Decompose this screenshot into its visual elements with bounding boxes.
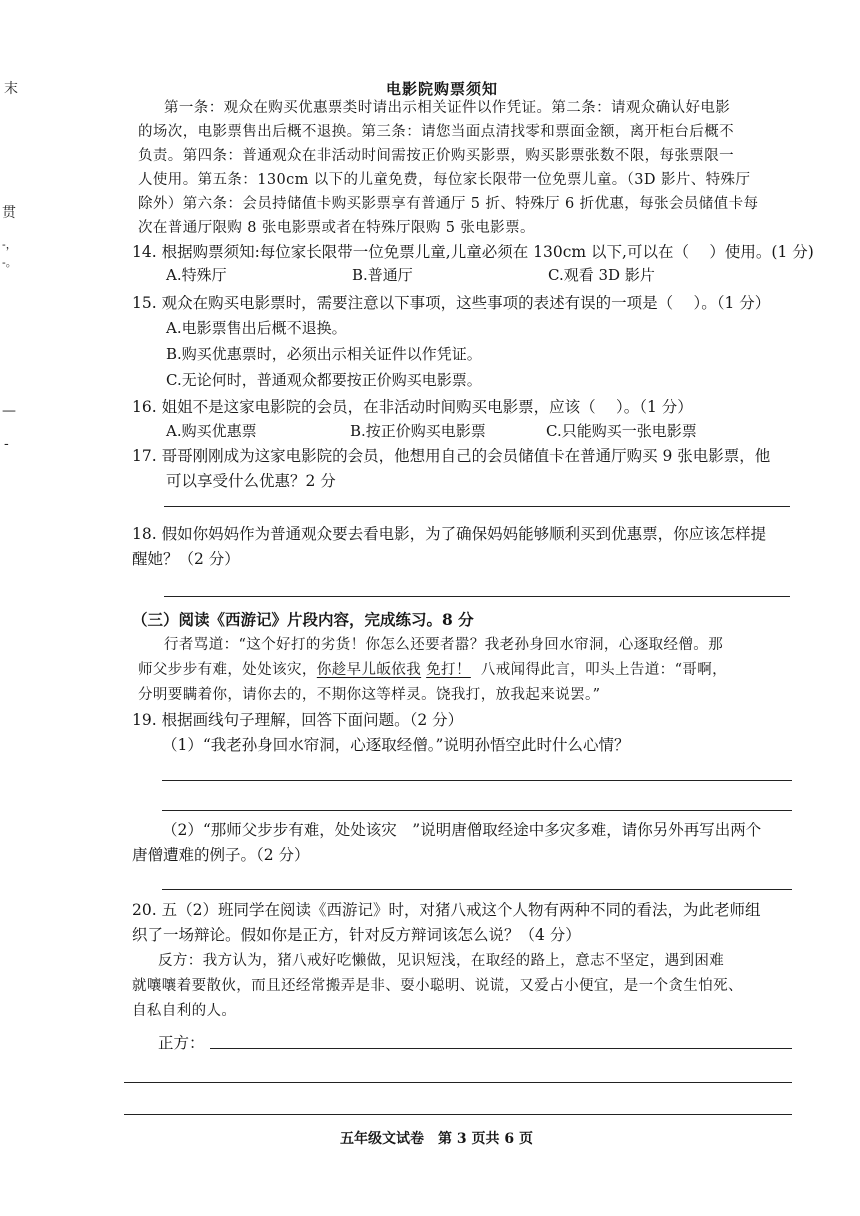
notice-line: 负责。第四条：普通观众在非活动时间需按正价购买影票，购买影票张数不限，每张票限一 (138, 148, 734, 164)
margin-mark: 贯 (2, 205, 16, 221)
margin-mark: -。 (2, 256, 17, 269)
option-a: A.电影票售出后概不退换。 (166, 319, 347, 337)
question-17-cont: 可以享受什么优惠？2 分 (166, 472, 336, 490)
answer-line[interactable] (162, 780, 792, 781)
question-16: 16. 姐姐不是这家电影院的会员，在非活动时间购买电影票，应该（ ）。（1 分） (132, 398, 693, 416)
notice-line: 次在普通厅限购 8 张电影票或者在特殊厅限购 5 张电影票。 (138, 220, 535, 236)
question-20: 20. 五（2）班同学在阅读《西游记》时，对猪八戒这个人物有两种不同的看法，为此老师组 (132, 901, 761, 919)
con-argument: 就嚷嚷着要散伙，而且还经常搬弄是非、耍小聪明、说谎，又爱占小便宜，是一个贪生怕死、 (132, 978, 743, 994)
question-20-cont: 织了一场辩论。假如你是正方，针对反方辩词该怎么说？（4 分） (132, 926, 581, 944)
answer-line[interactable] (162, 810, 792, 811)
margin-mark: 末 (4, 81, 18, 97)
question-14: 14. 根据购票须知:每位家长限带一位免票儿童,儿童必须在 130cm 以下,可以在（ ）使用。(1 分) (132, 243, 814, 261)
option-b: B.购买优惠票时，必须出示相关证件以作凭证。 (166, 345, 482, 363)
con-argument: 自私自利的人。 (132, 1003, 237, 1019)
margin-mark: — (2, 403, 16, 419)
option-b: B.按正价购买电影票 (350, 422, 486, 440)
answer-line[interactable] (162, 889, 792, 890)
question-19: 19. 根据画线句子理解，回答下面问题。（2 分） (132, 711, 464, 729)
question-19-1: （1）“我老孙身回水帘洞，心逐取经僧。”说明孙悟空此时什么心情？ (162, 736, 630, 754)
margin-mark: - (4, 436, 9, 452)
question-19-2-cont: 唐僧遭难的例子。（2 分） (132, 846, 310, 864)
con-argument: 反方：我方认为，猪八戒好吃懒做，见识短浅，在取经的路上，意志不坚定，遇到困难 (158, 953, 725, 969)
option-c: C.无论何时，普通观众都要按正价购买电影票。 (166, 371, 482, 389)
answer-line[interactable] (164, 596, 790, 597)
notice-title: 电影院购票须知 (386, 80, 499, 98)
option-a: A.特殊厅 (166, 266, 227, 284)
passage-text: 师父步步有难，处处该灾， (138, 662, 317, 678)
answer-line[interactable] (210, 1048, 792, 1049)
answer-line[interactable] (124, 1082, 792, 1083)
question-18-cont: 醒她？（2 分） (132, 550, 240, 568)
question-17: 17. 哥哥刚刚成为这家电影院的会员，他想用自己的会员储值卡在普通厅购买 9 张电影票，他 (132, 447, 771, 465)
margin-mark: -， (2, 238, 17, 251)
option-a: A.购买优惠票 (166, 422, 257, 440)
notice-line: 第一条：观众在购买优惠票类时请出示相关证件以作凭证。第二条：请观众确认好电影 (164, 100, 731, 116)
page-footer: 五年级文试卷 第 3 页共 6 页 (340, 1131, 533, 1147)
passage-line: 行者骂道：“这个好打的劣货！你怎么还要者嚣？我老孙身回水帘洞，心逐取经僧。那 (164, 637, 724, 653)
passage-line: 分明要瞒着你，请你去的，不期你这等样灵。饶我打，放我起来说罢。” (138, 687, 601, 703)
underlined-sentence: 免打！ (426, 662, 471, 678)
notice-line: 除外）第六条：会员持储值卡购买影票享有普通厅 5 折、特殊厅 6 折优惠，每张会员储值卡每 (138, 196, 759, 212)
passage-text: 八戒闻得此言，叩头上告道：“哥啊， (480, 662, 728, 678)
option-c: C.只能购买一张电影票 (546, 422, 697, 440)
option-b: B.普通厅 (352, 266, 413, 284)
passage-line (138, 658, 727, 682)
option-c: C.观看 3D 影片 (548, 266, 655, 284)
notice-line: 人使用。第五条：130cm 以下的儿童免费，每位家长限带一位免票儿童。（3D 影片、特殊厅 (138, 172, 751, 188)
pro-label: 正方： (158, 1034, 205, 1052)
notice-line: 的场次，电影票售出后概不退换。第三条：请您当面点清找零和票面金额，离开柜台后概不 (138, 124, 734, 140)
section-heading: （三）阅读《西游记》片段内容，完成练习。8 分 (132, 610, 474, 629)
answer-line[interactable] (124, 1114, 792, 1115)
question-18: 18. 假如你妈妈作为普通观众要去看电影，为了确保妈妈能够顺利买到优惠票，你应该怎样提 (132, 525, 767, 543)
question-15: 15. 观众在购买电影票时，需要注意以下事项，这些事项的表述有误的一项是（ ）。（1 分） (132, 294, 771, 312)
answer-line[interactable] (164, 506, 790, 507)
question-19-2: （2）“那师父步步有难，处处该灾 ”说明唐僧取经途中多灾多难，请你另外再写出两个 (162, 821, 762, 839)
underlined-sentence: 你趁早儿皈依我 (316, 662, 422, 678)
